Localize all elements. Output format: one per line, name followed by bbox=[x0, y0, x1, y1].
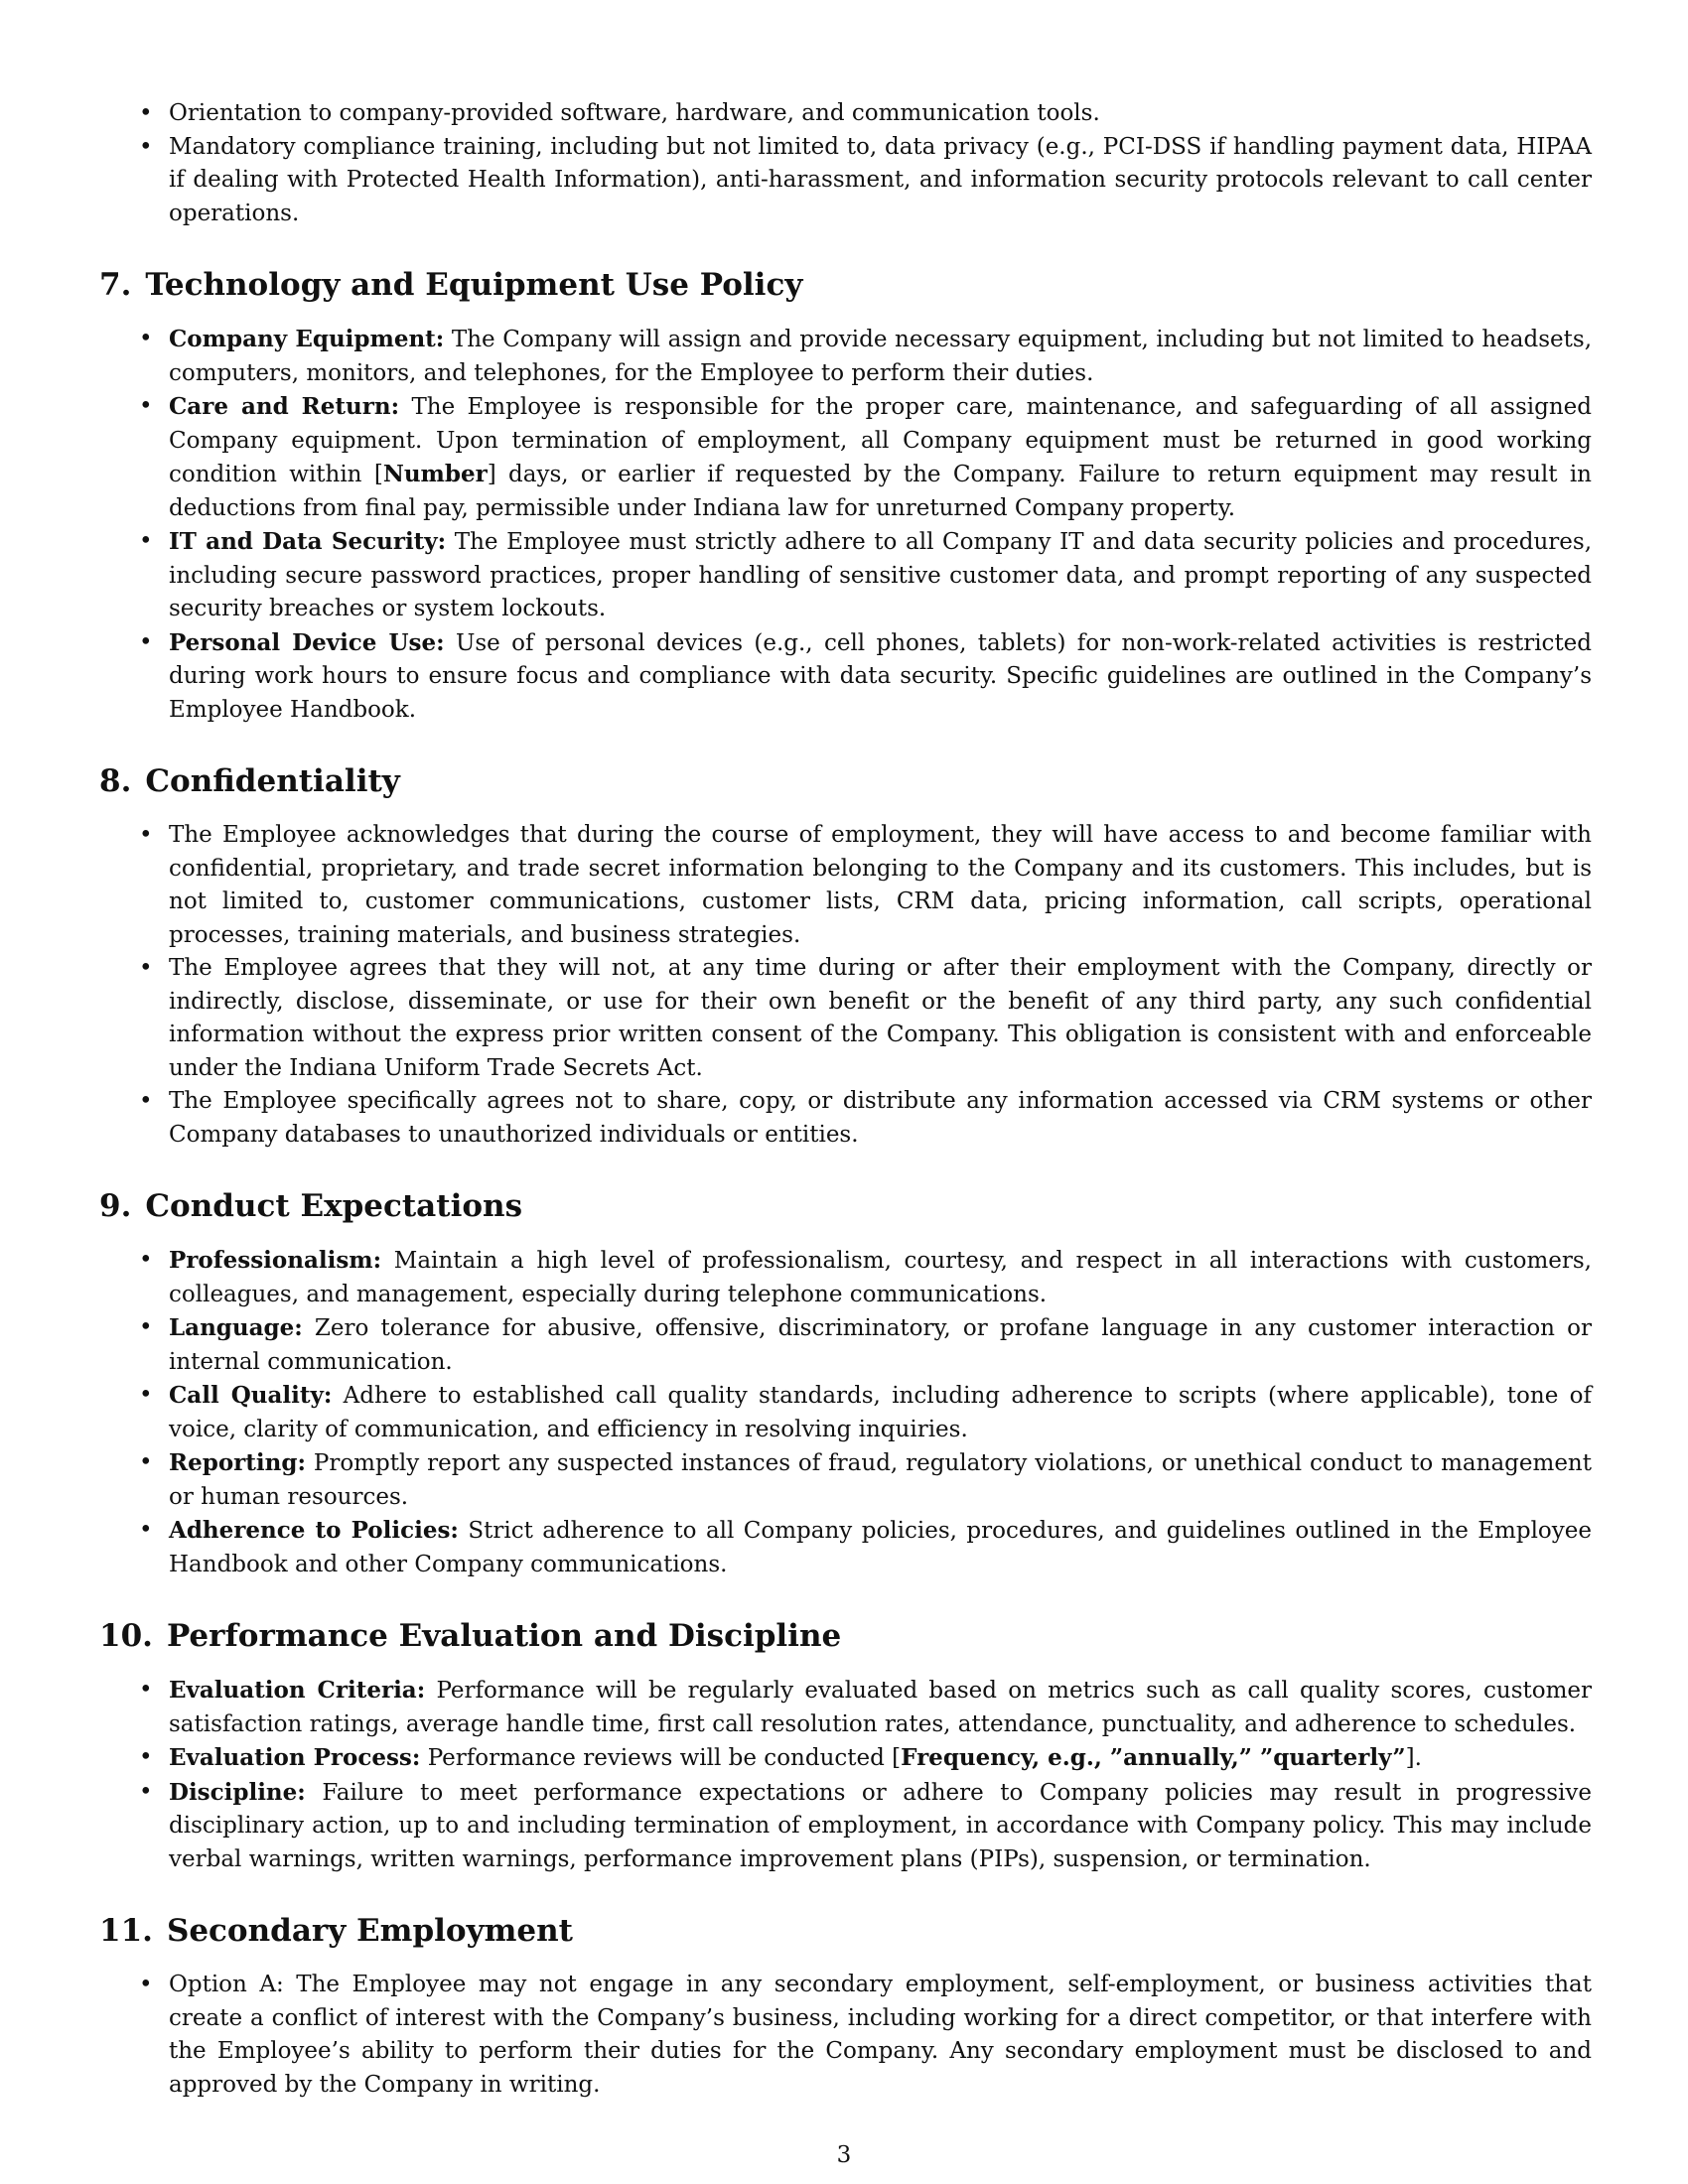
list-item: • Discipline: Failure to meet performance expectations or adhere to Company policies may result in progressive disciplinary action, up to and including termination of employment, in accordance with Company policy. This may include verbal warnings, written warnings, performance improvement plans (PIPs), suspension, or termination. bbox=[169, 1776, 1592, 1877]
section-heading-9: 9. Conduct Expectations bbox=[99, 1188, 523, 1224]
list-item: • Company Equipment: The Company will assign and provide necessary equipment, including but not limited to headsets, computers, monitors, and telephones, for the Employee to perform their duties. bbox=[169, 323, 1592, 390]
list-item: • IT and Data Security: The Employee must strictly adhere to all Company IT and data security policies and procedures, including secure password practices, proper handling of sensitive customer data, and prompt reporting of any suspected security breaches or system lockouts. bbox=[169, 525, 1592, 626]
list-item: • Orientation to company-provided software, hardware, and communication tools. bbox=[169, 97, 1592, 131]
list-item: • Language: Zero tolerance for abusive, offensive, discriminatory, or profane language in any customer interaction or internal communication. bbox=[169, 1311, 1592, 1379]
page-number: 3 bbox=[836, 2142, 852, 2168]
list-item: • Evaluation Criteria: Performance will be regularly evaluated based on metrics such as call quality scores, customer satisfaction ratings, average handle time, first call resolution rates, attendance, punctuality, and adherence to schedules. bbox=[169, 1674, 1592, 1741]
list-item: • The Employee acknowledges that during the course of employment, they will have access to and become familiar with confidential, proprietary, and trade secret information belonging to the Company and its customers. This includes, but is not limited to, customer communications, customer lists, CRM data, pricing information, call scripts, operational processes, training materials, and business strategies. bbox=[169, 819, 1592, 952]
list-item: • The Employee agrees that they will not, at any time during or after their employment with the Company, directly or indirectly, disclose, disseminate, or use for their own benefit or the benefit of any third party, any such confidential information without the express prior written consent of the Company. This obligation is consistent with and enforceable under the Indiana Uniform Trade Secrets Act. bbox=[169, 952, 1592, 1085]
list-item: • Personal Device Use: Use of personal devices (e.g., cell phones, tablets) for non-work-related activities is restricted during work hours to ensure focus and compliance with data security. Specific guidelines are outlined in the Company’s Employee Handbook. bbox=[169, 626, 1592, 728]
section-8-list bbox=[99, 819, 1592, 1152]
list-item: • Adherence to Policies: Strict adherence to all Company policies, procedures, and guidelines outlined in the Employee Handbook and other Company communications. bbox=[169, 1514, 1592, 1581]
list-item: • Professionalism: Maintain a high level of professionalism, courtesy, and respect in all interactions with customers, colleagues, and management, especially during telephone communications. bbox=[169, 1244, 1592, 1311]
section-heading-11: 11. Secondary Employment bbox=[99, 1913, 573, 1949]
intro-list bbox=[99, 97, 1592, 230]
list-item: • Care and Return: The Employee is responsible for the proper care, maintenance, and safeguarding of all assigned Company equipment. Upon termination of employment, all Company equipment must be returned in good working condition within [Number] days, or earlier if requested by the Company. Failure to return equipment may result in deductions from final pay, permissible under Indiana law for unreturned Company property. bbox=[169, 390, 1592, 525]
list-item: • Option A: The Employee may not engage in any secondary employment, self-employment, or business activities that create a conflict of interest with the Company’s business, including working for a direct competitor, or that interfere with the Employee’s ability to perform their duties for the Company. Any secondary employment must be disclosed to and approved by the Company in writing. bbox=[169, 1969, 1592, 2102]
list-item: • Mandatory compliance training, including but not limited to, data privacy (e.g., PCI-DSS if handling payment data, HIPAA if dealing with Protected Health Information), anti-harassment, and information security protocols relevant to call center operations. bbox=[169, 131, 1592, 231]
list-item: • The Employee specifically agrees not to share, copy, or distribute any information accessed via CRM systems or other Company databases to unauthorized individuals or entities. bbox=[169, 1085, 1592, 1152]
section-11-list bbox=[99, 1969, 1592, 2102]
section-9-list bbox=[99, 1244, 1592, 1581]
list-item: • Evaluation Process: Performance reviews will be conducted [Frequency, e.g., ”annually,” ”quarterly”]. bbox=[169, 1741, 1592, 1776]
section-heading-7: 7. Technology and Equipment Use Policy bbox=[99, 267, 803, 303]
document-page bbox=[99, 97, 1592, 2102]
section-heading-10: 10. Performance Evaluation and Discipline bbox=[99, 1618, 842, 1654]
list-item: • Reporting: Promptly report any suspected instances of fraud, regulatory violations, or unethical conduct to management or human resources. bbox=[169, 1446, 1592, 1514]
list-item: • Call Quality: Adhere to established call quality standards, including adherence to scripts (where applicable), tone of voice, clarity of communication, and efficiency in resolving inquiries. bbox=[169, 1379, 1592, 1446]
section-10-list bbox=[99, 1674, 1592, 1876]
section-7-list bbox=[99, 323, 1592, 727]
section-heading-8: 8. Confidentiality bbox=[99, 763, 400, 799]
